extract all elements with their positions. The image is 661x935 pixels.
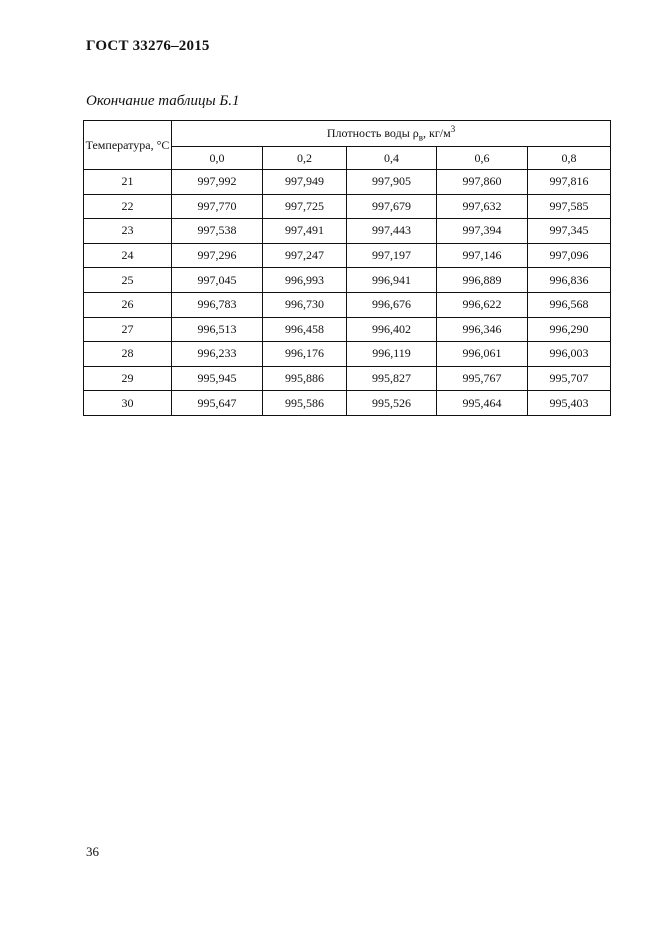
density-cell: 996,402	[347, 317, 437, 342]
temperature-cell: 28	[84, 342, 172, 367]
document-header: ГОСТ 33276–2015	[86, 38, 210, 54]
density-cell: 995,464	[437, 391, 528, 416]
page-number: 36	[86, 844, 99, 859]
density-cell: 997,538	[172, 219, 263, 244]
table-row	[84, 170, 611, 195]
density-cell: 996,176	[263, 342, 347, 367]
temperature-cell: 22	[84, 194, 172, 219]
density-cell: 995,945	[172, 366, 263, 391]
temperature-cell: 29	[84, 366, 172, 391]
density-cell: 996,676	[347, 292, 437, 317]
density-cell: 996,346	[437, 317, 528, 342]
temperature-cell: 26	[84, 292, 172, 317]
density-cell: 995,526	[347, 391, 437, 416]
table-row	[84, 292, 611, 317]
density-cell: 997,905	[347, 170, 437, 195]
temperature-header: Температура, °С	[84, 121, 172, 170]
density-cell: 997,146	[437, 243, 528, 268]
density-cell: 997,770	[172, 194, 263, 219]
table-row	[84, 268, 611, 293]
temperature-cell: 27	[84, 317, 172, 342]
density-cell: 997,197	[347, 243, 437, 268]
density-cell: 997,247	[263, 243, 347, 268]
column-header: 0,6	[437, 147, 528, 170]
density-cell: 997,860	[437, 170, 528, 195]
density-cell: 995,886	[263, 366, 347, 391]
density-cell: 996,993	[263, 268, 347, 293]
density-cell: 995,403	[528, 391, 611, 416]
density-cell: 997,345	[528, 219, 611, 244]
density-cell: 996,061	[437, 342, 528, 367]
density-cell: 996,941	[347, 268, 437, 293]
density-cell: 996,783	[172, 292, 263, 317]
density-cell: 997,296	[172, 243, 263, 268]
density-table	[83, 120, 611, 416]
temperature-cell: 30	[84, 391, 172, 416]
table-row	[84, 366, 611, 391]
density-cell: 996,003	[528, 342, 611, 367]
column-header: 0,2	[263, 147, 347, 170]
density-header-prefix: Плотность воды ρ	[326, 126, 419, 141]
density-cell: 997,491	[263, 219, 347, 244]
density-cell: 997,045	[172, 268, 263, 293]
temperature-cell: 23	[84, 219, 172, 244]
temperature-cell: 24	[84, 243, 172, 268]
density-cell: 996,119	[347, 342, 437, 367]
density-cell: 997,679	[347, 194, 437, 219]
density-cell: 997,992	[172, 170, 263, 195]
density-cell: 997,949	[263, 170, 347, 195]
density-cell: 995,767	[437, 366, 528, 391]
column-header: 0,4	[347, 147, 437, 170]
density-header-exponent: 3	[450, 124, 456, 135]
temperature-cell: 21	[84, 170, 172, 195]
density-header	[172, 121, 611, 147]
density-cell: 996,836	[528, 268, 611, 293]
density-cell: 996,622	[437, 292, 528, 317]
density-cell: 997,394	[437, 219, 528, 244]
table-row	[84, 342, 611, 367]
column-header: 0,8	[528, 147, 611, 170]
density-cell: 995,707	[528, 366, 611, 391]
density-cell: 996,568	[528, 292, 611, 317]
density-cell: 996,233	[172, 342, 263, 367]
table-row	[84, 391, 611, 416]
density-header-subscript: в	[418, 132, 423, 143]
density-cell: 997,725	[263, 194, 347, 219]
table-row	[84, 194, 611, 219]
table-caption: Окончание таблицы Б.1	[86, 93, 240, 109]
density-cell: 996,513	[172, 317, 263, 342]
density-cell: 996,458	[263, 317, 347, 342]
density-table-container	[83, 120, 610, 416]
density-cell: 995,827	[347, 366, 437, 391]
density-cell: 995,586	[263, 391, 347, 416]
temperature-cell: 25	[84, 268, 172, 293]
density-cell: 996,889	[437, 268, 528, 293]
density-cell: 997,096	[528, 243, 611, 268]
density-cell: 995,647	[172, 391, 263, 416]
table-row	[84, 243, 611, 268]
column-header: 0,0	[172, 147, 263, 170]
density-cell: 997,632	[437, 194, 528, 219]
density-cell: 997,585	[528, 194, 611, 219]
density-cell: 997,816	[528, 170, 611, 195]
table-row	[84, 317, 611, 342]
density-header-unit: , кг/м	[423, 126, 451, 141]
density-cell: 997,443	[347, 219, 437, 244]
table-row	[84, 219, 611, 244]
density-cell: 996,730	[263, 292, 347, 317]
density-cell: 996,290	[528, 317, 611, 342]
